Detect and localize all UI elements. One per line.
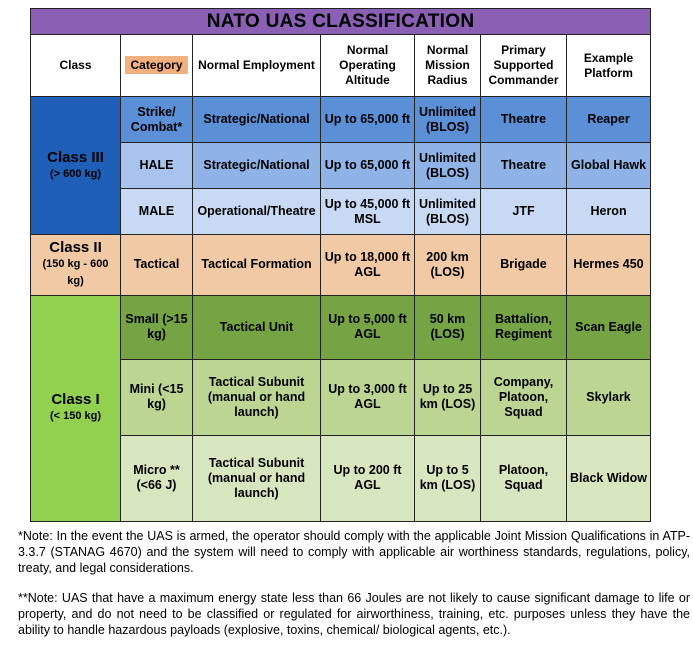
- altitude-cell: Up to 18,000 ft AGL: [321, 235, 415, 295]
- employment-cell: Tactical Subunit (manual or hand launch): [193, 359, 321, 435]
- class-mass: (> 600 kg): [49, 167, 102, 180]
- commander-cell: Theatre: [481, 97, 567, 143]
- header-commander: Primary Supported Commander: [481, 35, 567, 97]
- commander-cell: Brigade: [481, 235, 567, 295]
- employment-cell: Strategic/National: [193, 97, 321, 143]
- header-radius: Normal Mission Radius: [415, 35, 481, 97]
- employment-cell: Tactical Unit: [193, 295, 321, 359]
- employment-cell: Strategic/National: [193, 143, 321, 189]
- table-row: [31, 295, 651, 359]
- category-cell: Small (>15 kg): [121, 295, 193, 359]
- class-cell: [31, 235, 121, 295]
- header-employment: Normal Employment: [193, 35, 321, 97]
- category-cell: Mini (<15 kg): [121, 359, 193, 435]
- header-row: [31, 35, 651, 97]
- category-cell: HALE: [121, 143, 193, 189]
- altitude-cell: Up to 5,000 ft AGL: [321, 295, 415, 359]
- armed-uas-note: *Note: In the event the UAS is armed, the operator should comply with the applicable Joint Mission Qualifications in ATP-3.3.7 (STANAG 4670) and the system will need to comply with applicable air worthiness standards, regulations, policy, treaty, and legal considerations.: [18, 529, 690, 575]
- radius-cell: Unlimited (BLOS): [415, 189, 481, 235]
- platform-cell: Heron: [567, 189, 651, 235]
- platform-cell: Skylark: [567, 359, 651, 435]
- radius-cell: Unlimited (BLOS): [415, 143, 481, 189]
- class-mass: (150 kg - 600 kg): [42, 258, 109, 288]
- platform-cell: Black Widow: [567, 435, 651, 521]
- altitude-cell: Up to 65,000 ft: [321, 97, 415, 143]
- radius-cell: Unlimited (BLOS): [415, 97, 481, 143]
- table-title: NATO UAS CLASSIFICATION: [31, 9, 651, 35]
- platform-cell: Global Hawk: [567, 143, 651, 189]
- employment-cell: Operational/Theatre: [193, 189, 321, 235]
- radius-cell: Up to 25 km (LOS): [415, 359, 481, 435]
- altitude-cell: Up to 65,000 ft: [321, 143, 415, 189]
- commander-cell: JTF: [481, 189, 567, 235]
- commander-cell: Theatre: [481, 143, 567, 189]
- altitude-cell: Up to 3,000 ft AGL: [321, 359, 415, 435]
- header-class: Class: [31, 35, 121, 97]
- commander-cell: Platoon, Squad: [481, 435, 567, 521]
- category-cell: Tactical: [121, 235, 193, 295]
- employment-cell: Tactical Formation: [193, 235, 321, 295]
- class-cell: [31, 295, 121, 522]
- category-cell: Micro ** (<66 J): [121, 435, 193, 521]
- platform-cell: Hermes 450: [567, 235, 651, 295]
- header-category-cell: [121, 35, 193, 97]
- class-name: Class I: [51, 391, 100, 409]
- header-platform: Example Platform: [567, 35, 651, 97]
- commander-cell: Company, Platoon, Squad: [481, 359, 567, 435]
- class-mass: (< 150 kg): [49, 410, 102, 423]
- altitude-cell: Up to 200 ft AGL: [321, 435, 415, 521]
- table-row: [31, 97, 651, 143]
- category-cell: Strike/ Combat*: [121, 97, 193, 143]
- energy-state-note: **Note: UAS that have a maximum energy state less than 66 Joules are not likely to cause significant damage to life or property, and do not need to be classified or regulated for airworthiness, training, etc. purposes unless they have the ability to handle hazardous payloads (explosive, toxins, chemical/ biological agents, etc.).: [18, 591, 690, 637]
- employment-cell: Tactical Subunit (manual or hand launch): [193, 435, 321, 521]
- altitude-cell: Up to 45,000 ft MSL: [321, 189, 415, 235]
- radius-cell: Up to 5 km (LOS): [415, 435, 481, 521]
- class-cell: [31, 97, 121, 235]
- class-name: Class III: [47, 148, 104, 166]
- header-altitude: Normal Operating Altitude: [321, 35, 415, 97]
- table-row: [31, 359, 651, 435]
- header-category: Category: [125, 56, 187, 74]
- uas-classification-table: [30, 8, 651, 522]
- table-row: [31, 189, 651, 235]
- table-row: [31, 143, 651, 189]
- platform-cell: Scan Eagle: [567, 295, 651, 359]
- table-row: [31, 435, 651, 521]
- category-cell: MALE: [121, 189, 193, 235]
- platform-cell: Reaper: [567, 97, 651, 143]
- radius-cell: 50 km (LOS): [415, 295, 481, 359]
- class-name: Class II: [49, 239, 102, 257]
- radius-cell: 200 km (LOS): [415, 235, 481, 295]
- table-row: [31, 235, 651, 295]
- commander-cell: Battalion, Regiment: [481, 295, 567, 359]
